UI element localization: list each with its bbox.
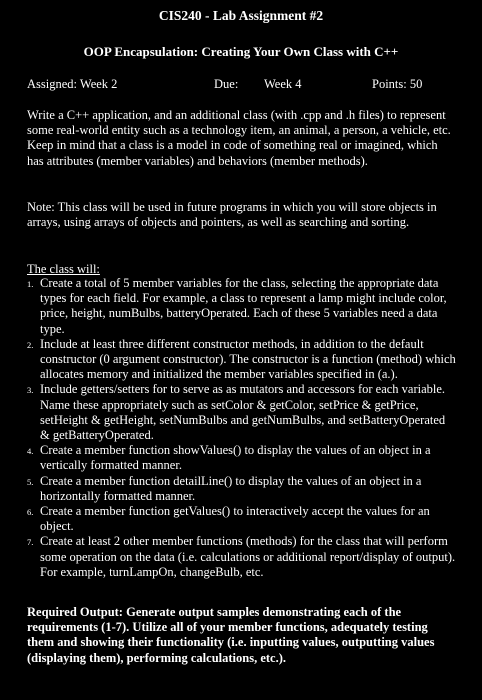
list-item	[27, 276, 457, 337]
list-item-number: 2.	[27, 339, 34, 350]
list-item-text: Create a member function getValues() to interactively accept the values for an object.	[40, 504, 430, 534]
list-item-text: Create a total of 5 member variables for the class, selecting the appropriate data types for each field. For example, a class to represent a lamp might include color, price, height, numBulbs, batteryOperated. Each of these 5 variables need a data type.	[40, 276, 447, 336]
list-item-text: Include at least three different constructor methods, in addition to the default constructor (0 argument constructor). The constructor is a function (method) which allocates memory and initialized the member variables specified in (a.).	[40, 336, 456, 382]
list-item-text: Include getters/setters for to serve as as mutators and accessors for each variable. Name these appropriately such as setColor & getColor, setPrice & getPrice, setHeight & getHeight, setNumBulbs and getNumBulbs, and setBatteryOperated & getBatteryOperated.	[40, 382, 446, 443]
document-title: CIS240 - Lab Assignment #2	[158, 8, 324, 23]
list-item-text: Create a member function detailLine() to display the values of an object in a horizontally formatted manner.	[40, 473, 422, 503]
list-item	[27, 504, 457, 534]
class-will-heading: The class will:	[27, 262, 100, 276]
due-value: Week 4	[264, 77, 302, 91]
list-item	[27, 337, 457, 383]
note-paragraph: Note: This class will be used in future programs in which you will store objects in arrays, using arrays of objects and pointers, as well as searching and sorting.	[27, 200, 437, 230]
due-label: Due:	[214, 77, 239, 91]
assigned-week: Assigned: Week 2	[27, 77, 118, 91]
list-item	[27, 443, 457, 473]
list-item	[27, 382, 457, 443]
list-item-number: 4.	[27, 446, 34, 457]
intro-paragraph: Write a C++ application, and an additional class (with .cpp and .h files) to represent some real-world entity such as a technology item, an animal, a person, a vehicle, etc. Keep in mind that a class is a model in code of something real or imagined, which has attributes (member variables) and behaviors (member methods).	[27, 108, 451, 168]
points-value: Points: 50	[372, 77, 423, 91]
list-item-text: Create at least 2 other member functions (methods) for the class that will perform some operation on the data (i.e. calculations or additional report/display of output). For example, turnLampOn, changeBulb, etc.	[40, 534, 456, 579]
required-output-paragraph: Required Output: Generate output samples demonstrating each of the requirements (1-7). Utilize all of your member functions, adequately testing them and showing their functionality (i.e. inputting values, outputting values (displaying them), performing calculations, etc.).	[27, 605, 435, 665]
document-subtitle: OOP Encapsulation: Creating Your Own Class with C++	[83, 44, 399, 59]
list-item-number: 6.	[27, 507, 34, 518]
list-item	[27, 534, 457, 580]
requirements-list	[27, 276, 457, 580]
list-item	[27, 474, 457, 504]
list-item-number: 7.	[27, 537, 34, 548]
list-item-number: 5.	[27, 476, 34, 487]
list-item-text: Create a member function showValues() to display the values of an object in a vertically formatted manner.	[40, 443, 431, 473]
list-item-number: 1.	[27, 279, 34, 289]
list-item-number: 3.	[27, 385, 34, 396]
